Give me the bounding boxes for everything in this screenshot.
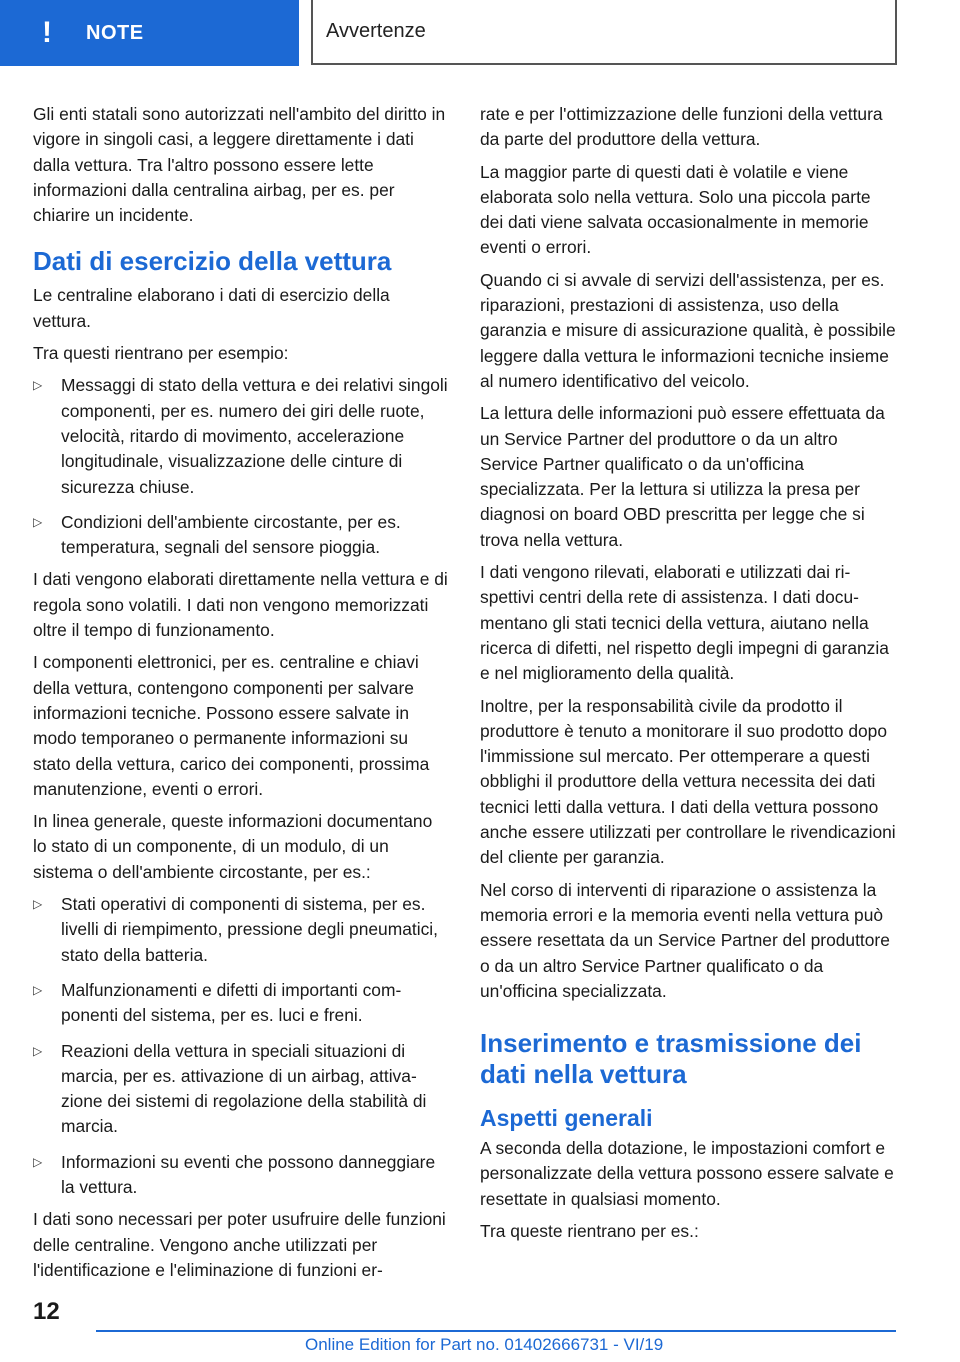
triangle-bullet-icon: ▷	[33, 378, 43, 393]
bullet-list	[33, 892, 449, 1200]
triangle-bullet-icon: ▷	[33, 982, 43, 997]
list-item: ▷ Messaggi di stato della vettura e dei relativi singoli componenti, per es. numero dei giri delle ruote, velocità, ritardo di movimento, accelerazione longitudinale, visualizzazione delle cinture di sicurezza chiuse.	[33, 375, 448, 497]
paragraph: Quando ci si avvale di servizi dell'assistenza, per es. riparazioni, prestazioni di assistenza, uso della garanzia e misure di assicurazione qualità, è possibile leggere dalla vettura le informazioni tecniche insieme al numero identificativo del veicolo.	[480, 269, 896, 391]
paragraph: In linea generale, queste informazioni documentano lo stato di un componente, di un modulo, di un sistema o dell'ambiente circostante, per es.:	[33, 811, 433, 882]
footer-divider	[96, 1330, 896, 1332]
bullet-list	[33, 373, 449, 560]
paragraph: Tra questi rientrano per esempio:	[33, 343, 289, 364]
section-heading: Inserimento e trasmissione dei dati nella vettura	[480, 1028, 862, 1090]
section-title-box	[311, 0, 897, 65]
page-header	[0, 0, 960, 66]
list-item: ▷ Stati operativi di componenti di sistema, per es. livelli di riempimento, pressione degli pneumatici, stato della batteria.	[33, 894, 438, 965]
paragraph: Gli enti statali sono autorizzati nell'ambito del diritto in vigore in singoli casi, a leggere direttamente i dati dalla vettura. Tra l'altro possono essere lette informazioni dalla centralina airbag, per es. per chiarire un incidente.	[33, 104, 446, 226]
note-label: NOTE	[86, 21, 144, 44]
paragraph: Inoltre, per la responsabilità civile da prodotto il produttore è tenuto a monitorare il suo prodotto dopo l'immissione sul mercato. Per ottemperare a questi obblighi il produttore della vettura necessita dei dati tecnici letti dalla vettura. I dati della vettura possono anche essere utilizzati per controllare le rivendicazioni del cliente per garanzia.	[480, 695, 896, 868]
exclamation-icon: !	[42, 16, 52, 49]
list-item: ▷ Malfunzionamenti e difetti di importanti componenti del sistema, per es. luci e freni.	[33, 979, 402, 1026]
section-title: Avvertenze	[326, 20, 426, 42]
list-item: ▷ Condizioni dell'ambiente circostante, per es. temperatura, segnali del sensore pioggia.	[33, 511, 401, 558]
triangle-bullet-icon: ▷	[33, 1043, 43, 1058]
triangle-bullet-icon: ▷	[33, 897, 43, 912]
triangle-bullet-icon: ▷	[33, 1154, 43, 1169]
paragraph: La maggior parte di questi dati è volatile e viene elaborata solo nella vettura. Solo una piccola parte dei dati viene salvata occasionalmente in memorie eventi o errori.	[480, 161, 871, 258]
list-item: ▷ Informazioni su eventi che possono danneggiare la vettura.	[33, 1151, 436, 1197]
left-column	[33, 102, 449, 1290]
triangle-bullet-icon: ▷	[33, 514, 43, 529]
note-tab	[0, 0, 299, 66]
paragraph: La lettura delle informazioni può essere effettuata da un Service Partner del produttore o da un altro Service Partner qualificato o da un'officina specializzata. Per la lettura si utilizza la presa per diagnosi on board OBD prescritta per legge che si trova nella vettura.	[480, 403, 885, 550]
paragraph: I componenti elettronici, per es. centraline e chiavi della vettura, contengono componenti per salvare informazioni tecniche. Possono essere salvate in modo temporaneo o permanente informazioni su stato della vettura, carico dei componenti, prossima manutenzione, eventi o errori.	[33, 652, 430, 799]
paragraph: Nel corso di interventi di riparazione o assistenza la memoria errori e la memoria eventi nella vettura può essere resettata da un Service Partner del produttore o da un altro Service Partner qualificato o da un'officina specializzata.	[480, 879, 890, 1001]
paragraph: I dati sono necessari per poter usufruire delle funzioni delle centraline. Vengono anche utilizzati per l'identificazione e l'eliminazione di funzioni er-	[33, 1209, 446, 1280]
paragraph: rate e per l'ottimizzazione delle funzioni della vettura da parte del produttore della vettura.	[480, 104, 883, 150]
edition-footer-text: Online Edition for Part no. 01402666731 - VI/19	[305, 1335, 664, 1354]
page-number: 12	[33, 1298, 60, 1325]
subsection-heading: Aspetti generali	[480, 1105, 653, 1132]
right-column	[480, 102, 896, 1251]
paragraph: Tra queste rientrano per es.:	[480, 1220, 699, 1241]
paragraph: I dati vengono rilevati, elaborati e utilizzati dai rispettivi centri della rete di assistenza. I dati documentano gli stati tecnici della vettura, aiutano nella ricerca di difetti, nel rispetto degli impegni di garanzia e nel miglioramento della qualità.	[480, 562, 889, 684]
paragraph: Le centraline elaborano i dati di esercizio della vettura.	[33, 285, 390, 331]
paragraph: A seconda della dotazione, le impostazioni comfort e personalizzate della vettura possono essere salvate e resettate in qualsiasi momento.	[480, 1138, 894, 1209]
section-heading: Dati di esercizio della vettura	[33, 246, 392, 277]
list-item: ▷ Reazioni della vettura in speciali situazioni di marcia, per es. attivazione di un airbag, attivazione dei sistemi di regolazione della stabilità di marcia.	[33, 1040, 427, 1137]
paragraph: I dati vengono elaborati direttamente nella vettura e di regola sono volatili. I dati non vengono memorizzati oltre il tempo di funzionamento.	[33, 569, 448, 641]
